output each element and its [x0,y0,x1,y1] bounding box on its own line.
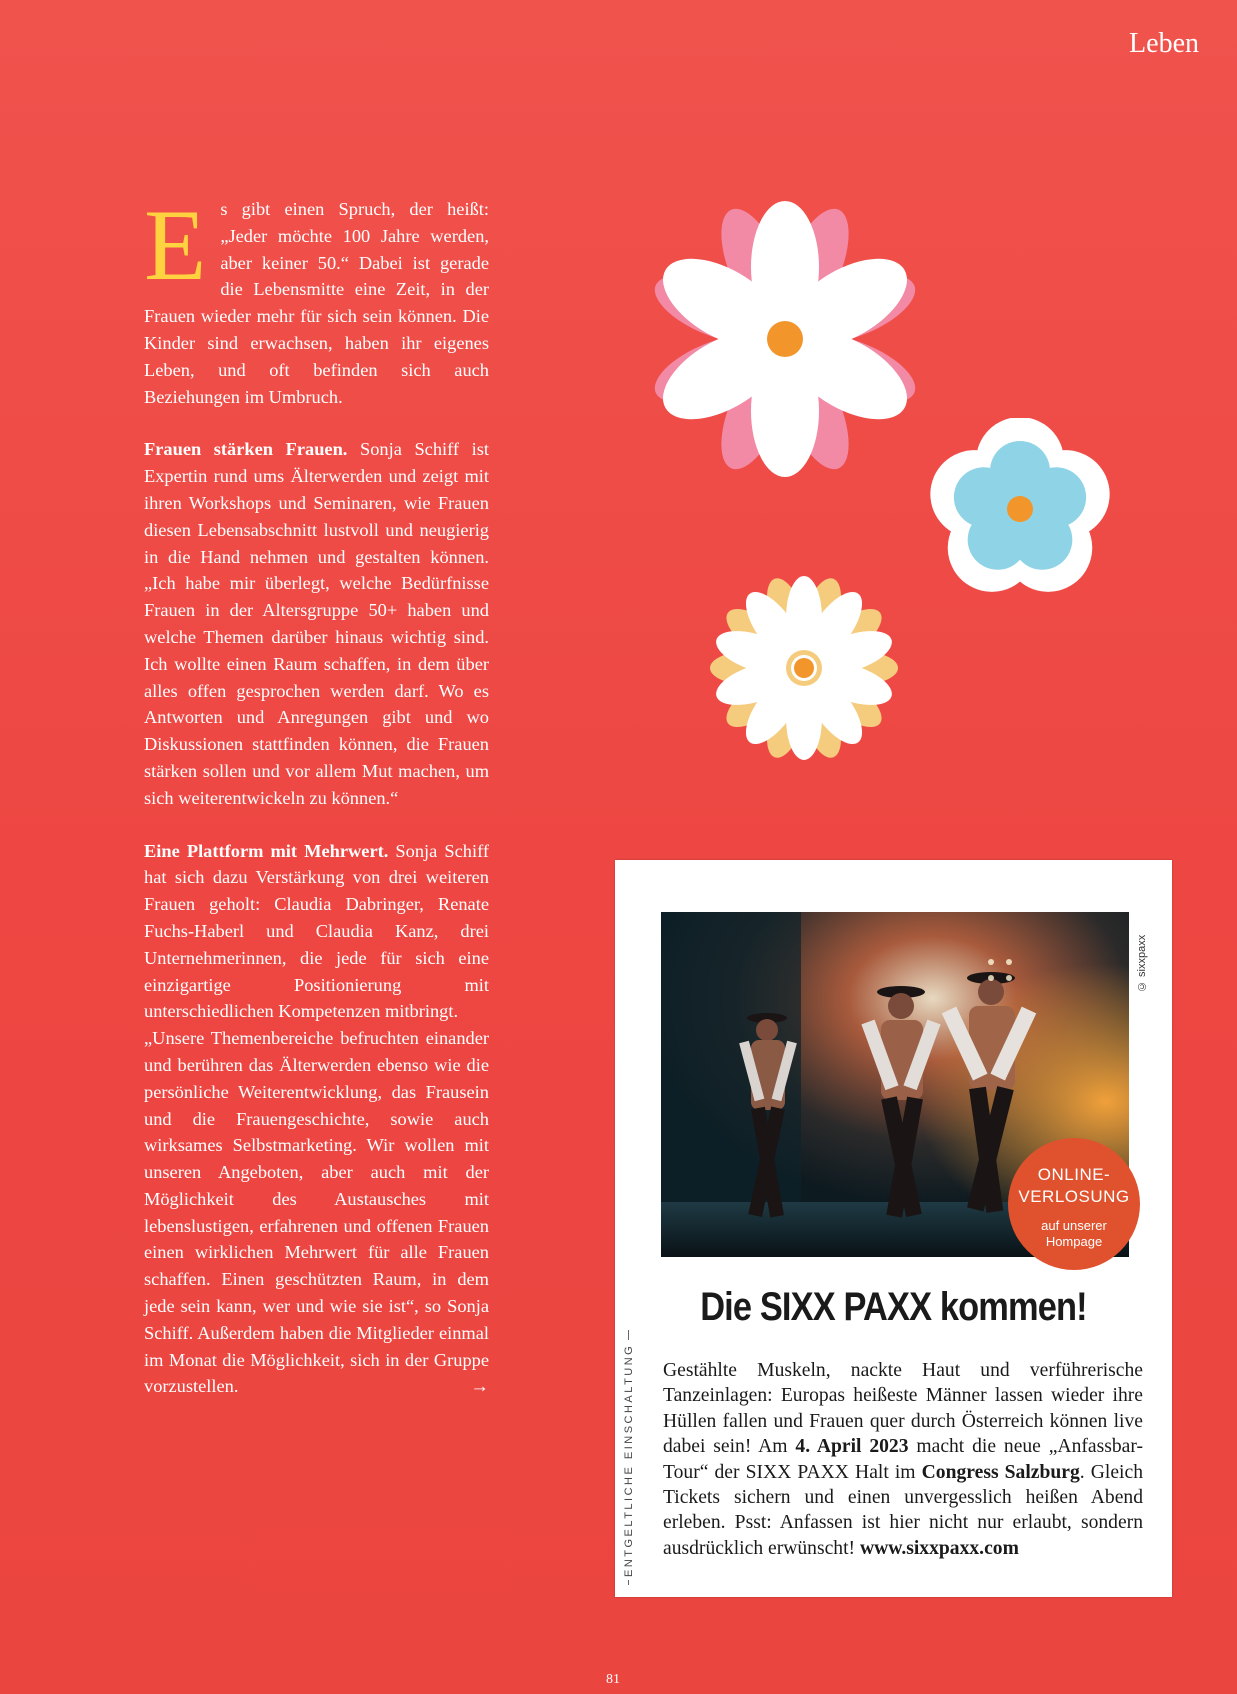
paragraph-4-text: „Unsere Themenbereiche befruchten einander und berühren das Älterwerden ebenso wie die persönliche Weiterentwicklung, das Frausein und die Frauengeschichte, sowie auch wirksames Selbstmarketing. Wir wollen mit unseren Angeboten, aber auch mit der Möglichkeit des Austausches mit lebenslustigen, erfahrenen und offenen Frauen einen wirklichen Mehrwert für alle Frauen schaffen. Einen geschützten Raum, in dem jede sein kann, wer und wie sie ist“, so Sonja Schiff. Außerdem haben die Mitglieder einmal im Monat die Möglichkeit, sich in der Gruppe vorzustellen. [144,1028,489,1397]
ad-text-2: macht die neue „Anfassbar-Tour“ der SIXX PAXX Halt im [663,1436,1143,1483]
paragraph-2-text: Sonja Schiff ist Expertin rund ums Älterwerden und zeigt mit ihren Workshops und Seminaren, wie Frauen diesen Lebensabschnitt lustvoll und neugierig in die Hand nehmen und gestalten können. „Ich habe mir überlegt, welche Bedürfnisse Frauen in der Altersgruppe 50+ haben und welche Themen darüber hinaus wichtig sind. Ich wollte einen Raum schaffen, in dem über alles offen gesprochen werden darf. Wo es Antworten und Anregungen gibt und wo Diskussionen stattfinden können, die Frauen stärken sollen und vor allem Mut machen, um sich weiterentwickeln zu können.“ [144,439,489,808]
paragraph-3-text: Sonja Schiff hat sich dazu Verstärkung von drei weiteren Frauen geholt: Claudia Dabringer, Renate Fuchs-Haberl und Claudia Kanz, drei Unternehmerinnen, die jede für sich eine einzigartige Positionierung mit unterschiedlichen Kompetenzen mitbringt. [144,840,489,1022]
dropcap: E [144,189,207,302]
section-label: Leben [1129,28,1199,59]
advertisement-box [615,860,1172,1597]
flower-yellow-icon [706,570,902,766]
ad-text-3: . Gleich Tickets sichern und einen unvergesslich heißen Abend erleben. Psst: Anfassen ist hier nicht nur erlaubt, sondern ausdrücklich erwünscht! [663,1461,1143,1559]
ad-side-label: ENTGELTLICHE EINSCHALTUNG [623,1340,641,1580]
badge-line-3: auf unserer [1041,1218,1107,1233]
paragraph-2 [144,436,489,811]
flower-blue-icon [922,418,1118,600]
flower-pink-icon [630,196,940,482]
ad-venue: Congress Salzburg [921,1461,1080,1483]
ad-date: 4. April 2023 [795,1436,909,1458]
paragraph-4 [144,1025,489,1400]
ad-text [663,1358,1143,1561]
online-verlosung-badge[interactable] [1008,1138,1140,1270]
ad-text-1: Gestählte Muskeln, nackte Haut und verführerische Tanzeinlagen: Europas heißeste Männer lassen wieder ihre Hüllen fallen und Frauen quer durch Österreich können live dabei sein! Am [663,1360,1143,1458]
subheading-plattform: Eine Plattform mit Mehrwert. [144,840,389,861]
subheading-frauen: Frauen stärken Frauen. [144,439,348,460]
intro-text: s gibt einen Spruch, der heißt: „Jeder möchte 100 Jahre werden, aber keiner 50.“ Dabei ist gerade die Lebensmitte eine Zeit, in der Frauen wieder mehr für sich sein können. Die Kinder sind erwachsen, haben ihr eigenes Leben, und oft befinden sich auch Beziehungen im Umbruch. [144,199,489,407]
badge-line-4: Hompage [1045,1234,1103,1249]
ad-url-link[interactable]: www.sixxpaxx.com [859,1537,1019,1559]
badge-line-1: ONLINE- [1037,1165,1111,1184]
paragraph-3 [144,838,489,1026]
paragraph-intro [144,189,489,410]
article-body [144,189,489,1400]
badge-line-2: VERLOSUNG [1018,1187,1130,1206]
continue-arrow[interactable]: → [470,1376,489,1397]
page-number: 81 [606,1672,620,1687]
ad-title: Die SIXX PAXX kommen! [700,1285,1087,1329]
photo-credit: © sixxpaxx [1136,934,1148,992]
